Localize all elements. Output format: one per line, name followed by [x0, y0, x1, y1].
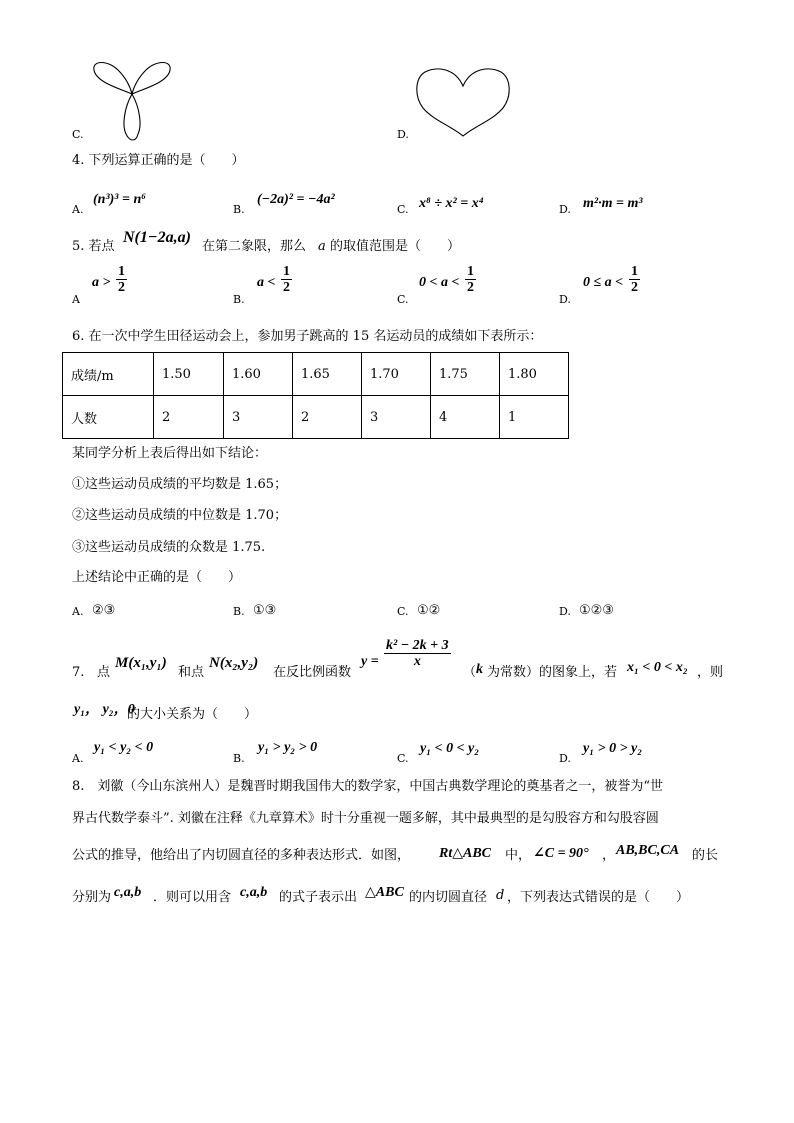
q4-option-d-expr: m²·m = m³ [583, 196, 643, 211]
q7-in-func: 在反比例函数 [273, 665, 352, 680]
q7-y-eq: y = [361, 654, 379, 669]
table-cell: 1.70 [362, 353, 431, 396]
q8-cab-2: c,a,b [240, 885, 268, 900]
q6-conclusion-1: ①这些运动员成绩的平均数是 1.65； [72, 477, 288, 492]
q6-question: 上述结论中正确的是（ ） [72, 570, 242, 585]
table-cell: 1.75 [431, 353, 500, 396]
q7-option-a-expr: y₁ < y₂ < 0 [94, 740, 154, 755]
q5-stem-post: 在第二象限，那么 [202, 239, 307, 254]
q5-option-d-label: D. [559, 293, 571, 306]
q7-vars: y₁， y₂，0 [74, 702, 135, 717]
q5-option-c-left: 0 < a < [419, 275, 460, 290]
table-cell: 人数 [63, 396, 154, 439]
table-cell: 成绩/m [63, 353, 154, 396]
q5-option-c-fraction [465, 264, 476, 295]
table-cell: 2 [154, 396, 224, 439]
q8-comma: ， [602, 848, 616, 863]
q5-option-d-left: 0 ≤ a < [583, 275, 624, 290]
q4-stem: 4. 下列运算正确的是（ ） [72, 153, 245, 168]
q7-ze: ，则 [697, 665, 724, 680]
q4-option-a-expr: (n³)³ = n⁶ [93, 192, 147, 207]
q7-option-b-label: B. [233, 752, 245, 765]
q5-option-a-fraction [116, 264, 127, 295]
q8-rt-triangle: Rt△ABC [439, 846, 492, 861]
q6-conclusion-2: ②这些运动员成绩的中位数是 1.70； [72, 508, 288, 523]
q8-cab-1: c,a,b [114, 885, 142, 900]
q7-option-c-label: C. [397, 752, 409, 765]
heart-figure [415, 64, 511, 140]
table-cell: 1.60 [224, 353, 293, 396]
q7-relation: 的大小关系为（ ） [127, 707, 258, 722]
q5-option-a-num: 1 [118, 264, 125, 279]
q5-option-b-den: 2 [283, 280, 290, 295]
q8-angle: ∠C = 90° [533, 846, 589, 861]
q5-option-a-den: 2 [118, 280, 125, 295]
q4-option-c-expr: x⁸ ÷ x² = x⁴ [419, 196, 484, 211]
q7-he: 和点 [178, 665, 205, 680]
table-cell: 1.65 [293, 353, 362, 396]
q8-line-2: 界古代数学泰斗”. 刘徽在注释《九章算术》时十分重视一题多解，其中最典型的是勾股容方和勾股容圆 [72, 811, 659, 826]
q5-option-b-fraction [281, 264, 292, 295]
q7-option-d-label: D. [559, 752, 571, 765]
table-cell: 2 [293, 396, 362, 439]
table-cell: 4 [431, 396, 500, 439]
q8-line-4-mid2: 的式子表示出 [279, 890, 358, 905]
q8-de-chang: 的长 [692, 848, 719, 863]
table-cell: 3 [224, 396, 293, 439]
q6-stem: 6. 在一次中学生田径运动会上，参加男子跳高的 15 名运动员的成绩如下表所示： [72, 329, 543, 344]
q7-num: 7. [72, 665, 85, 680]
q8-line-4-end: ，下列表达式错误的是（ ） [507, 890, 690, 905]
q7-k-var: k [476, 662, 483, 677]
q6-option-d-label: D. [559, 605, 571, 618]
q5-stem-end: 的取值范围是（ ） [330, 239, 461, 254]
q5-var: a [318, 239, 326, 254]
table-cell: 1.50 [154, 353, 224, 396]
q8-sides: AB,BC,CA [616, 843, 680, 858]
q5-option-a-left: a > [92, 275, 111, 290]
q6-option-c-label: C. [397, 605, 409, 618]
q7-option-b-expr: y₁ > y₂ > 0 [258, 740, 318, 755]
q8-triangle-abc: △ABC [365, 885, 404, 900]
q8-line-3-pre: 公式的推导，他给出了内切圆直径的多种表达形式．如图， [72, 848, 411, 863]
q8-zhong: 中， [505, 848, 532, 863]
q4-option-a-label: A. [72, 203, 84, 216]
q3-option-d-label: D. [397, 128, 409, 141]
table-cell: 1 [500, 396, 569, 439]
q8-line-4-mid: ．则可以用含 [153, 890, 232, 905]
q8-line-1: 8. 刘徽（今山东滨州人）是魏晋时期我国伟大的数学家，中国古典数学理论的奠基者之一，被誉为“世 [72, 779, 664, 794]
q5-option-d-den: 2 [631, 280, 638, 295]
q6-option-c-text: ①② [417, 603, 441, 618]
q5-option-b-left: a < [257, 275, 276, 290]
q6-option-d-text: ①②③ [579, 603, 614, 618]
q5-option-c-num: 1 [467, 264, 474, 279]
q5-stem-pre: 5. 若点 [72, 239, 115, 254]
q6-option-a-text: ②③ [92, 603, 116, 618]
table-row [63, 353, 569, 396]
q6-analysis: 某同学分析上表后得出如下结论： [72, 446, 268, 461]
three-leaf-clover-figure [88, 60, 176, 142]
q6-option-b-label: B. [233, 605, 245, 618]
q5-option-c-label: C. [397, 293, 409, 306]
q8-line-4-pre: 分别为 [72, 890, 112, 905]
q4-option-b-expr: (−2a)² = −4a² [257, 192, 335, 207]
q6-option-a-label: A. [72, 605, 84, 618]
q5-option-a-label: A [72, 293, 80, 306]
q7-dian: 点 [97, 665, 111, 680]
q7-condition: x₁ < 0 < x₂ [627, 660, 688, 675]
q4-option-c-label: C. [397, 203, 409, 216]
table-row [63, 396, 569, 439]
q7-option-a-label: A. [72, 752, 84, 765]
q7-k-note-pre: （ [463, 665, 477, 680]
q6-option-b-text: ①③ [253, 603, 277, 618]
q7-point-n: N(x₂,y₂) [209, 655, 259, 671]
q7-option-c-expr: y₁ < 0 < y₂ [420, 741, 480, 756]
q7-function-num: k² − 2k + 3 [386, 638, 449, 653]
table-cell: 3 [362, 396, 431, 439]
q7-option-d-expr: y₁ > 0 > y₂ [583, 741, 643, 756]
q5-point: N(1−2a,a) [123, 229, 191, 246]
q6-scores-table [62, 352, 569, 439]
q7-function-fraction [384, 638, 451, 669]
q5-option-b-num: 1 [283, 264, 290, 279]
q8-line-4-mid3: 的内切圆直径 [409, 890, 488, 905]
q6-conclusion-3: ③这些运动员成绩的众数是 1.75. [72, 540, 266, 555]
q7-k-note-post: 为常数）的图象上，若 [487, 665, 618, 680]
q5-option-c-den: 2 [467, 280, 474, 295]
q5-option-d-num: 1 [631, 264, 638, 279]
q7-point-m: M(x₁,y₁) [115, 655, 167, 671]
q5-option-d-fraction [629, 264, 640, 295]
q4-option-b-label: B. [233, 203, 245, 216]
q3-option-c-label: C. [72, 128, 84, 141]
q8-d: d [496, 888, 505, 903]
table-cell: 1.80 [500, 353, 569, 396]
q4-option-d-label: D. [559, 203, 571, 216]
q7-function-den: x [413, 654, 421, 669]
q5-option-b-label: B. [233, 293, 245, 306]
